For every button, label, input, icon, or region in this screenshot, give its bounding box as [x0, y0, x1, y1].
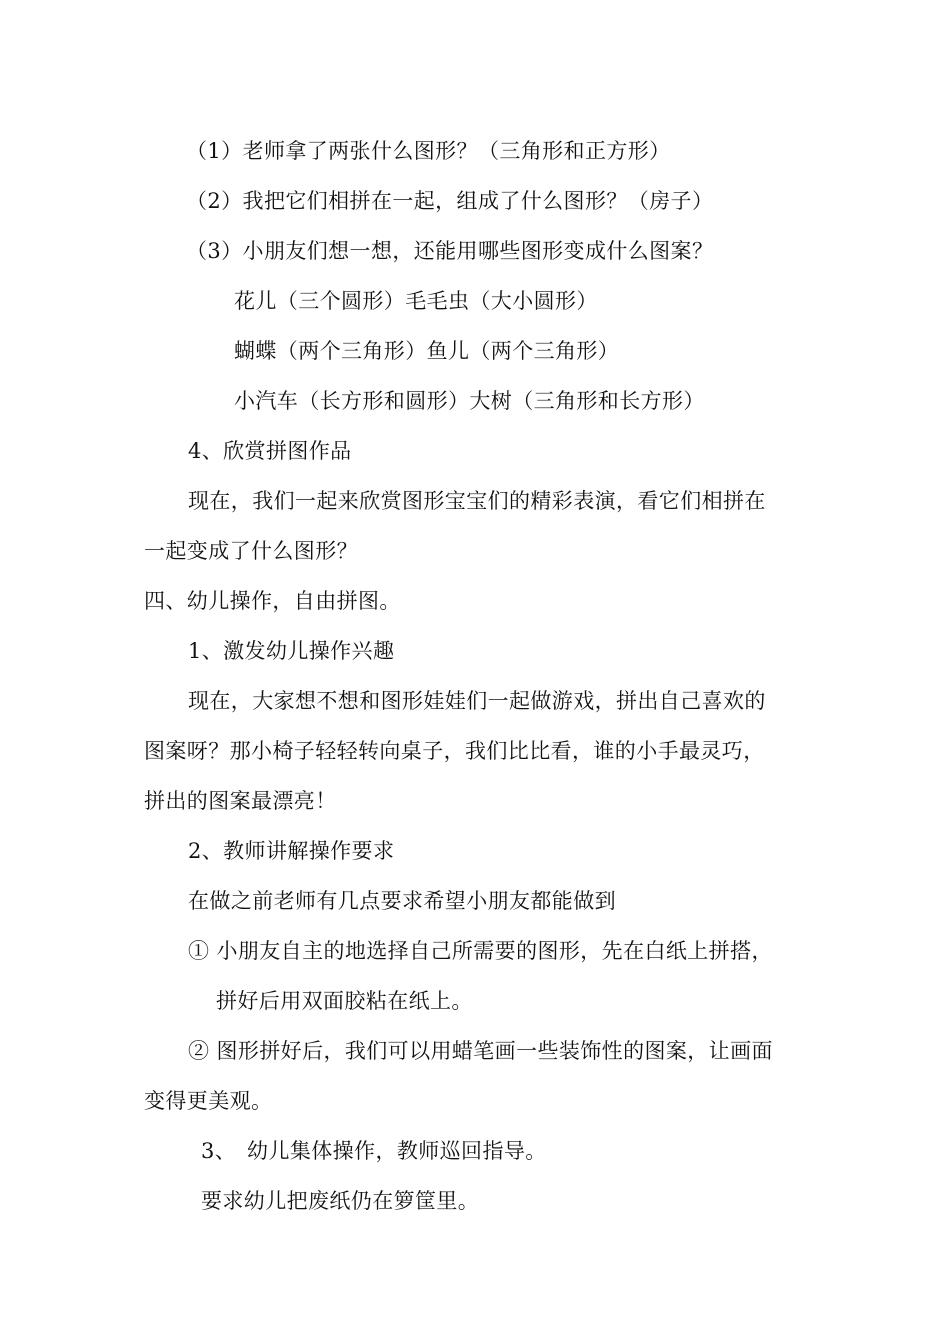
- requirement-2-line-2: 变得更美观。: [144, 1089, 273, 1113]
- section-heading-four: 四、幼儿操作，自由拼图。: [144, 589, 401, 613]
- paragraph-appreciate-line-1: 现在，我们一起来欣赏图形宝宝们的精彩表演，看它们相拼在: [188, 489, 766, 513]
- requirement-2-line-1: ② 图形拼好后，我们可以用蜡笔画一些装饰性的图案，让画面: [188, 1039, 773, 1063]
- question-2: （2）我把它们相拼在一起，组成了什么图形？（房子）: [186, 189, 714, 213]
- subheading-1: 1、激发幼儿操作兴趣: [188, 639, 395, 663]
- paragraph-play-line-3: 拼出的图案最漂亮！: [144, 789, 337, 813]
- requirement-1-line-2: 拼好后用双面胶粘在纸上。: [216, 989, 473, 1013]
- section-heading-4: 4、欣赏拼图作品: [188, 439, 352, 463]
- requirement-1-line-1: ① 小朋友自主的地选择自己所需要的图形，先在白纸上拼搭，: [188, 939, 773, 963]
- paragraph-appreciate-line-2: 一起变成了什么图形？: [144, 539, 358, 563]
- paragraph-requirements-intro: 在做之前老师有几点要求希望小朋友都能做到: [188, 889, 616, 913]
- subheading-2: 2、教师讲解操作要求: [188, 839, 395, 863]
- paragraph-play-line-1: 现在，大家想不想和图形娃娃们一起做游戏，拼出自己喜欢的: [188, 689, 766, 713]
- answer-flower-caterpillar: 花儿（三个圆形）毛毛虫（大小圆形）: [234, 289, 598, 313]
- paragraph-play-line-2: 图案呀？那小椅子轻轻转向桌子，我们比比看，谁的小手最灵巧，: [144, 739, 765, 763]
- question-1: （1）老师拿了两张什么图形？（三角形和正方形）: [186, 139, 671, 163]
- subheading-3: 3、 幼儿集体操作，教师巡回指导。: [201, 1139, 547, 1163]
- question-3: （3）小朋友们想一想，还能用哪些图形变成什么图案？: [186, 239, 714, 263]
- answer-butterfly-fish: 蝴蝶（两个三角形）鱼儿（两个三角形）: [234, 339, 620, 363]
- answer-car-tree: 小汽车（长方形和圆形）大树（三角形和长方形）: [234, 389, 705, 413]
- paragraph-waste-paper: 要求幼儿把废纸仍在箩筐里。: [201, 1189, 480, 1213]
